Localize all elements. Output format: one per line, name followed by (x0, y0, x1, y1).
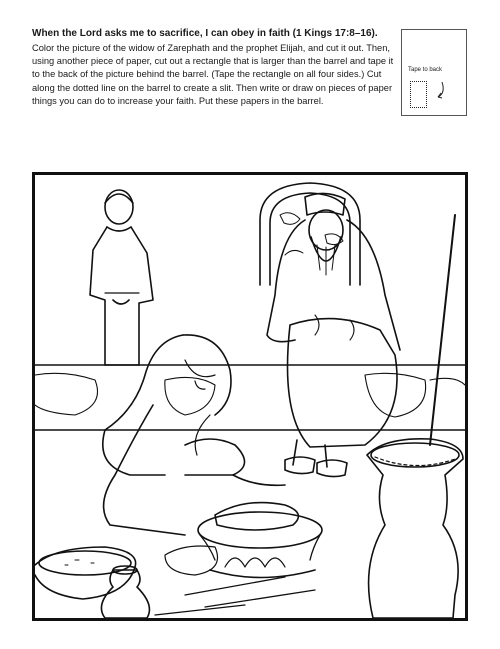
activity-instructions: Color the picture of the widow of Zarephath and the prophet Elijah, and cut it out. Then, using another piece of paper, cut out a rectangle that is larger than the barrel and tape it to the back of the picture behind the barrel. (Tape the rectangle on all four sides.) Cut along the dotted line on the barrel to create a slit. Then write or draw on pieces of paper things you can do to increase your faith. Put these papers in the barrel. (32, 43, 394, 106)
tape-rectangle-icon (410, 81, 427, 108)
curved-arrow-icon (430, 80, 450, 102)
floor-stone (165, 546, 218, 575)
bread-griddle (198, 503, 322, 578)
firewood (155, 577, 315, 615)
tape-diagram (401, 29, 467, 116)
boy-figure (90, 190, 153, 365)
coloring-picture (32, 172, 468, 621)
barrel-jar (367, 439, 463, 618)
elijah-figure (267, 193, 400, 476)
walking-staff (430, 215, 455, 445)
activity-heading: When the Lord asks me to sacrifice, I can obey in faith (1 Kings 17:8–16). (32, 28, 378, 39)
widow-and-elijah-illustration (35, 175, 465, 618)
tape-label: Tape to back (408, 67, 443, 73)
stone-wall (35, 373, 465, 417)
